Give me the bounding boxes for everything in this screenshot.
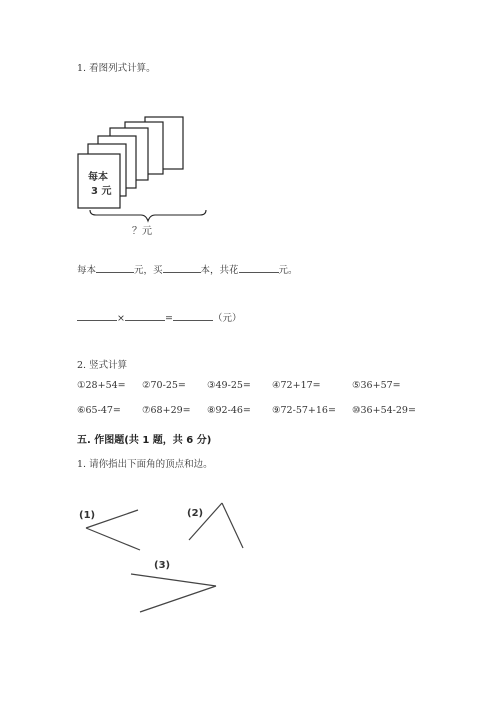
blank-product[interactable] (173, 311, 213, 321)
sentence-part-2: 元，买 (134, 265, 163, 276)
calc-item: ⑧92-46= (207, 405, 251, 416)
q1-number: 1. (77, 63, 87, 74)
section-5-title: 五. 作图题(共 1 题，共 6 分) (77, 435, 212, 446)
angle-3-side-b (140, 586, 216, 612)
q3-heading (77, 456, 213, 470)
blank-price[interactable] (96, 263, 134, 273)
angle-2-side-b (222, 503, 243, 548)
calc-item: ④72+17= (272, 380, 321, 391)
calc-item: ①28+54= (77, 380, 126, 391)
blank-factor-1[interactable] (77, 311, 117, 321)
q2-heading (77, 357, 127, 371)
blank-total[interactable] (239, 263, 279, 273)
angle-1-side-b (86, 528, 140, 550)
q3-text: 请你指出下面角的顶点和边。 (89, 459, 213, 470)
angle-3 (131, 574, 216, 612)
sentence-part-4: 元。 (278, 265, 298, 276)
calc-item: ⑦68+29= (142, 405, 191, 416)
q1-equation (77, 310, 241, 324)
angle-3-side-a (131, 574, 216, 586)
calc-item: ⑩36+54-29= (352, 405, 416, 416)
book-cover-line1: 每本 (88, 172, 108, 183)
calc-item: ②70-25= (142, 380, 186, 391)
calc-item: ⑨72-57+16= (272, 405, 336, 416)
times-sign: × (117, 313, 125, 324)
calc-item: ⑥65-47= (77, 405, 121, 416)
angle-label-2: (2) (187, 508, 204, 519)
q3-number: 1. (77, 459, 87, 470)
blank-count[interactable] (163, 263, 201, 273)
angle-label-1: (1) (79, 510, 96, 521)
q1-text: 看图列式计算。 (89, 63, 156, 74)
calc-item: ⑤36+57= (352, 380, 401, 391)
book-cover-line2: 3 元 (91, 186, 112, 197)
angle-label-3: (3) (154, 560, 171, 571)
q1-sentence (77, 262, 298, 276)
calc-item: ③49-25= (207, 380, 251, 391)
equals-sign: = (164, 313, 173, 324)
sentence-part-3: 本，共花 (200, 265, 239, 276)
sentence-part-1: 每本 (77, 265, 97, 276)
brace-label: ？元 (132, 226, 152, 237)
curly-brace (90, 210, 206, 221)
unit-label: （元） (212, 313, 242, 324)
blank-factor-2[interactable] (125, 311, 165, 321)
q2-number: 2. (77, 360, 87, 371)
q2-text: 竖式计算 (89, 360, 128, 371)
